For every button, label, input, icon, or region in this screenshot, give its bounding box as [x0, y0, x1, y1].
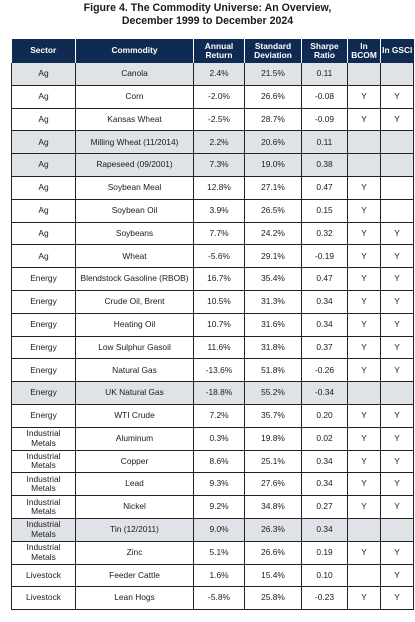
cell-sharpe-ratio: -0.34 — [302, 382, 348, 405]
cell-in-gsci: Y — [381, 564, 414, 587]
cell-in-bcom: Y — [348, 245, 381, 268]
table-row — [12, 404, 414, 427]
table-row — [12, 313, 414, 336]
cell-in-bcom: Y — [348, 496, 381, 519]
cell-commodity: Soybeans — [76, 222, 194, 245]
cell-commodity: Crude Oil, Brent — [76, 290, 194, 313]
table-row — [12, 290, 414, 313]
cell-in-gsci: Y — [381, 541, 414, 564]
cell-in-gsci: Y — [381, 222, 414, 245]
cell-sector: Industrial Metals — [12, 496, 76, 519]
cell-sharpe-ratio: -0.08 — [302, 85, 348, 108]
cell-commodity: Soybean Meal — [76, 176, 194, 199]
cell-in-gsci — [381, 131, 414, 154]
cell-annual-return: -13.6% — [194, 359, 245, 382]
cell-annual-return: -5.8% — [194, 587, 245, 610]
cell-annual-return: 3.9% — [194, 199, 245, 222]
cell-sharpe-ratio: -0.26 — [302, 359, 348, 382]
cell-in-bcom — [348, 564, 381, 587]
table-row — [12, 473, 414, 496]
commodity-table — [11, 39, 414, 610]
cell-annual-return: 7.3% — [194, 154, 245, 177]
cell-sector: Ag — [12, 131, 76, 154]
cell-sharpe-ratio: 0.37 — [302, 336, 348, 359]
cell-standard-deviation: 31.6% — [245, 313, 302, 336]
cell-annual-return: 1.6% — [194, 564, 245, 587]
table-row — [12, 222, 414, 245]
cell-sharpe-ratio: 0.19 — [302, 541, 348, 564]
cell-in-gsci: Y — [381, 268, 414, 291]
cell-in-gsci: Y — [381, 450, 414, 473]
figure-title-line1: Figure 4. The Commodity Universe: An Overview, — [83, 2, 332, 14]
cell-annual-return: 11.6% — [194, 336, 245, 359]
cell-sector: Energy — [12, 404, 76, 427]
cell-sharpe-ratio: 0.27 — [302, 496, 348, 519]
cell-sector: Ag — [12, 154, 76, 177]
cell-standard-deviation: 35.7% — [245, 404, 302, 427]
table-body — [12, 63, 414, 610]
cell-sharpe-ratio: 0.34 — [302, 290, 348, 313]
cell-annual-return: 12.8% — [194, 176, 245, 199]
cell-in-bcom: Y — [348, 427, 381, 450]
cell-sector: Energy — [12, 359, 76, 382]
cell-sector: Energy — [12, 313, 76, 336]
cell-commodity: Corn — [76, 85, 194, 108]
cell-sharpe-ratio: 0.34 — [302, 518, 348, 541]
header-commodity: Commodity — [76, 39, 194, 63]
cell-sector: Industrial Metals — [12, 518, 76, 541]
cell-sector: Livestock — [12, 564, 76, 587]
table-row — [12, 450, 414, 473]
cell-sharpe-ratio: 0.34 — [302, 450, 348, 473]
cell-standard-deviation: 20.6% — [245, 131, 302, 154]
cell-annual-return: -5.6% — [194, 245, 245, 268]
cell-in-gsci: Y — [381, 313, 414, 336]
cell-standard-deviation: 19.0% — [245, 154, 302, 177]
cell-in-bcom: Y — [348, 268, 381, 291]
cell-commodity: Aluminum — [76, 427, 194, 450]
cell-standard-deviation: 26.6% — [245, 85, 302, 108]
cell-annual-return: 16.7% — [194, 268, 245, 291]
table-header — [12, 39, 414, 63]
cell-in-gsci: Y — [381, 359, 414, 382]
cell-standard-deviation: 26.6% — [245, 541, 302, 564]
cell-commodity: Blendstock Gasoline (RBOB) — [76, 268, 194, 291]
cell-in-gsci: Y — [381, 587, 414, 610]
cell-sector: Energy — [12, 268, 76, 291]
table-row — [12, 564, 414, 587]
cell-sector: Energy — [12, 290, 76, 313]
cell-in-gsci — [381, 199, 414, 222]
cell-sharpe-ratio: -0.09 — [302, 108, 348, 131]
cell-standard-deviation: 26.3% — [245, 518, 302, 541]
cell-sharpe-ratio: 0.20 — [302, 404, 348, 427]
cell-in-gsci — [381, 154, 414, 177]
cell-sector: Ag — [12, 108, 76, 131]
cell-commodity: Copper — [76, 450, 194, 473]
cell-annual-return: 10.5% — [194, 290, 245, 313]
cell-sharpe-ratio: 0.34 — [302, 313, 348, 336]
cell-commodity: Soybean Oil — [76, 199, 194, 222]
cell-sharpe-ratio: 0.47 — [302, 268, 348, 291]
cell-annual-return: 0.3% — [194, 427, 245, 450]
table-row — [12, 359, 414, 382]
cell-commodity: Feeder Cattle — [76, 564, 194, 587]
cell-commodity: Tin (12/2011) — [76, 518, 194, 541]
table-row — [12, 496, 414, 519]
cell-sector: Industrial Metals — [12, 450, 76, 473]
cell-standard-deviation: 26.5% — [245, 199, 302, 222]
cell-in-bcom — [348, 63, 381, 85]
table-row — [12, 336, 414, 359]
table-row — [12, 199, 414, 222]
cell-in-bcom — [348, 382, 381, 405]
cell-commodity: Canola — [76, 63, 194, 85]
cell-commodity: Nickel — [76, 496, 194, 519]
cell-sharpe-ratio: 0.15 — [302, 199, 348, 222]
cell-sector: Ag — [12, 245, 76, 268]
cell-commodity: WTI Crude — [76, 404, 194, 427]
cell-in-bcom: Y — [348, 199, 381, 222]
cell-in-bcom: Y — [348, 108, 381, 131]
cell-sector: Ag — [12, 85, 76, 108]
cell-annual-return: 9.2% — [194, 496, 245, 519]
cell-annual-return: -18.8% — [194, 382, 245, 405]
table-row — [12, 131, 414, 154]
header-sector: Sector — [12, 39, 76, 63]
cell-commodity: Rapeseed (09/2001) — [76, 154, 194, 177]
cell-standard-deviation: 31.8% — [245, 336, 302, 359]
cell-in-bcom: Y — [348, 85, 381, 108]
cell-sector: Energy — [12, 382, 76, 405]
cell-commodity: Low Sulphur Gasoil — [76, 336, 194, 359]
cell-annual-return: 9.3% — [194, 473, 245, 496]
cell-in-bcom: Y — [348, 359, 381, 382]
cell-sector: Ag — [12, 176, 76, 199]
cell-in-bcom: Y — [348, 176, 381, 199]
cell-standard-deviation: 15.4% — [245, 564, 302, 587]
cell-commodity: UK Natural Gas — [76, 382, 194, 405]
cell-standard-deviation: 25.8% — [245, 587, 302, 610]
cell-in-gsci: Y — [381, 404, 414, 427]
cell-standard-deviation: 51.8% — [245, 359, 302, 382]
cell-commodity: Heating Oil — [76, 313, 194, 336]
cell-in-bcom: Y — [348, 336, 381, 359]
cell-in-gsci: Y — [381, 85, 414, 108]
cell-standard-deviation: 27.1% — [245, 176, 302, 199]
table-row — [12, 85, 414, 108]
cell-in-bcom — [348, 154, 381, 177]
cell-in-gsci: Y — [381, 473, 414, 496]
cell-commodity: Zinc — [76, 541, 194, 564]
table-row — [12, 245, 414, 268]
cell-sector: Industrial Metals — [12, 541, 76, 564]
cell-annual-return: 7.2% — [194, 404, 245, 427]
cell-standard-deviation: 35.4% — [245, 268, 302, 291]
header-in-gsci: In GSCI — [381, 39, 414, 63]
cell-standard-deviation: 19.8% — [245, 427, 302, 450]
cell-sector: Ag — [12, 199, 76, 222]
table-row — [12, 268, 414, 291]
figure-title — [0, 0, 415, 34]
cell-sharpe-ratio: 0.47 — [302, 176, 348, 199]
cell-sharpe-ratio: 0.11 — [302, 131, 348, 154]
cell-standard-deviation: 24.2% — [245, 222, 302, 245]
cell-annual-return: 2.4% — [194, 63, 245, 85]
cell-sharpe-ratio: 0.32 — [302, 222, 348, 245]
cell-standard-deviation: 31.3% — [245, 290, 302, 313]
cell-commodity: Lean Hogs — [76, 587, 194, 610]
cell-standard-deviation: 25.1% — [245, 450, 302, 473]
cell-in-gsci: Y — [381, 496, 414, 519]
cell-in-bcom: Y — [348, 222, 381, 245]
cell-annual-return: 2.2% — [194, 131, 245, 154]
table-row — [12, 108, 414, 131]
cell-in-gsci: Y — [381, 245, 414, 268]
cell-sector: Industrial Metals — [12, 427, 76, 450]
cell-sector: Ag — [12, 222, 76, 245]
cell-annual-return: 5.1% — [194, 541, 245, 564]
cell-in-gsci — [381, 382, 414, 405]
cell-in-gsci: Y — [381, 336, 414, 359]
cell-in-gsci — [381, 63, 414, 85]
cell-annual-return: 7.7% — [194, 222, 245, 245]
cell-standard-deviation: 55.2% — [245, 382, 302, 405]
cell-annual-return: 8.6% — [194, 450, 245, 473]
cell-in-bcom: Y — [348, 587, 381, 610]
cell-in-gsci: Y — [381, 427, 414, 450]
cell-commodity: Kansas Wheat — [76, 108, 194, 131]
cell-in-gsci: Y — [381, 108, 414, 131]
cell-in-bcom — [348, 518, 381, 541]
table-row — [12, 63, 414, 85]
cell-in-bcom: Y — [348, 541, 381, 564]
table-row — [12, 427, 414, 450]
table-row — [12, 518, 414, 541]
cell-in-gsci: Y — [381, 290, 414, 313]
cell-in-bcom: Y — [348, 450, 381, 473]
header-in-bcom: In BCOM — [348, 39, 381, 63]
cell-annual-return: 10.7% — [194, 313, 245, 336]
cell-annual-return: 9.0% — [194, 518, 245, 541]
cell-commodity: Lead — [76, 473, 194, 496]
cell-annual-return: -2.5% — [194, 108, 245, 131]
cell-in-gsci — [381, 518, 414, 541]
cell-in-bcom: Y — [348, 313, 381, 336]
cell-sector: Ag — [12, 63, 76, 85]
cell-sector: Industrial Metals — [12, 473, 76, 496]
header-standard-deviation: Standard Deviation — [245, 39, 302, 63]
cell-commodity: Wheat — [76, 245, 194, 268]
cell-sector: Livestock — [12, 587, 76, 610]
cell-in-bcom — [348, 131, 381, 154]
cell-sharpe-ratio: 0.34 — [302, 473, 348, 496]
cell-sector: Energy — [12, 336, 76, 359]
cell-sharpe-ratio: 0.02 — [302, 427, 348, 450]
figure-title-line2: December 1999 to December 2024 — [121, 15, 294, 27]
cell-sharpe-ratio: 0.11 — [302, 63, 348, 85]
header-sharpe-ratio: Sharpe Ratio — [302, 39, 348, 63]
cell-sharpe-ratio: -0.23 — [302, 587, 348, 610]
cell-standard-deviation: 28.7% — [245, 108, 302, 131]
cell-annual-return: -2.0% — [194, 85, 245, 108]
header-row — [12, 39, 414, 63]
cell-in-bcom: Y — [348, 290, 381, 313]
table-row — [12, 382, 414, 405]
cell-in-bcom: Y — [348, 473, 381, 496]
header-annual-return: Annual Return — [194, 39, 245, 63]
cell-sharpe-ratio: 0.38 — [302, 154, 348, 177]
cell-sharpe-ratio: 0.10 — [302, 564, 348, 587]
cell-standard-deviation: 34.8% — [245, 496, 302, 519]
table-row — [12, 176, 414, 199]
cell-commodity: Milling Wheat (11/2014) — [76, 131, 194, 154]
table-row — [12, 154, 414, 177]
cell-standard-deviation: 27.6% — [245, 473, 302, 496]
table-row — [12, 541, 414, 564]
cell-in-gsci — [381, 176, 414, 199]
cell-in-bcom: Y — [348, 404, 381, 427]
cell-commodity: Natural Gas — [76, 359, 194, 382]
table-row — [12, 587, 414, 610]
cell-standard-deviation: 29.1% — [245, 245, 302, 268]
cell-sharpe-ratio: -0.19 — [302, 245, 348, 268]
cell-standard-deviation: 21.5% — [245, 63, 302, 85]
